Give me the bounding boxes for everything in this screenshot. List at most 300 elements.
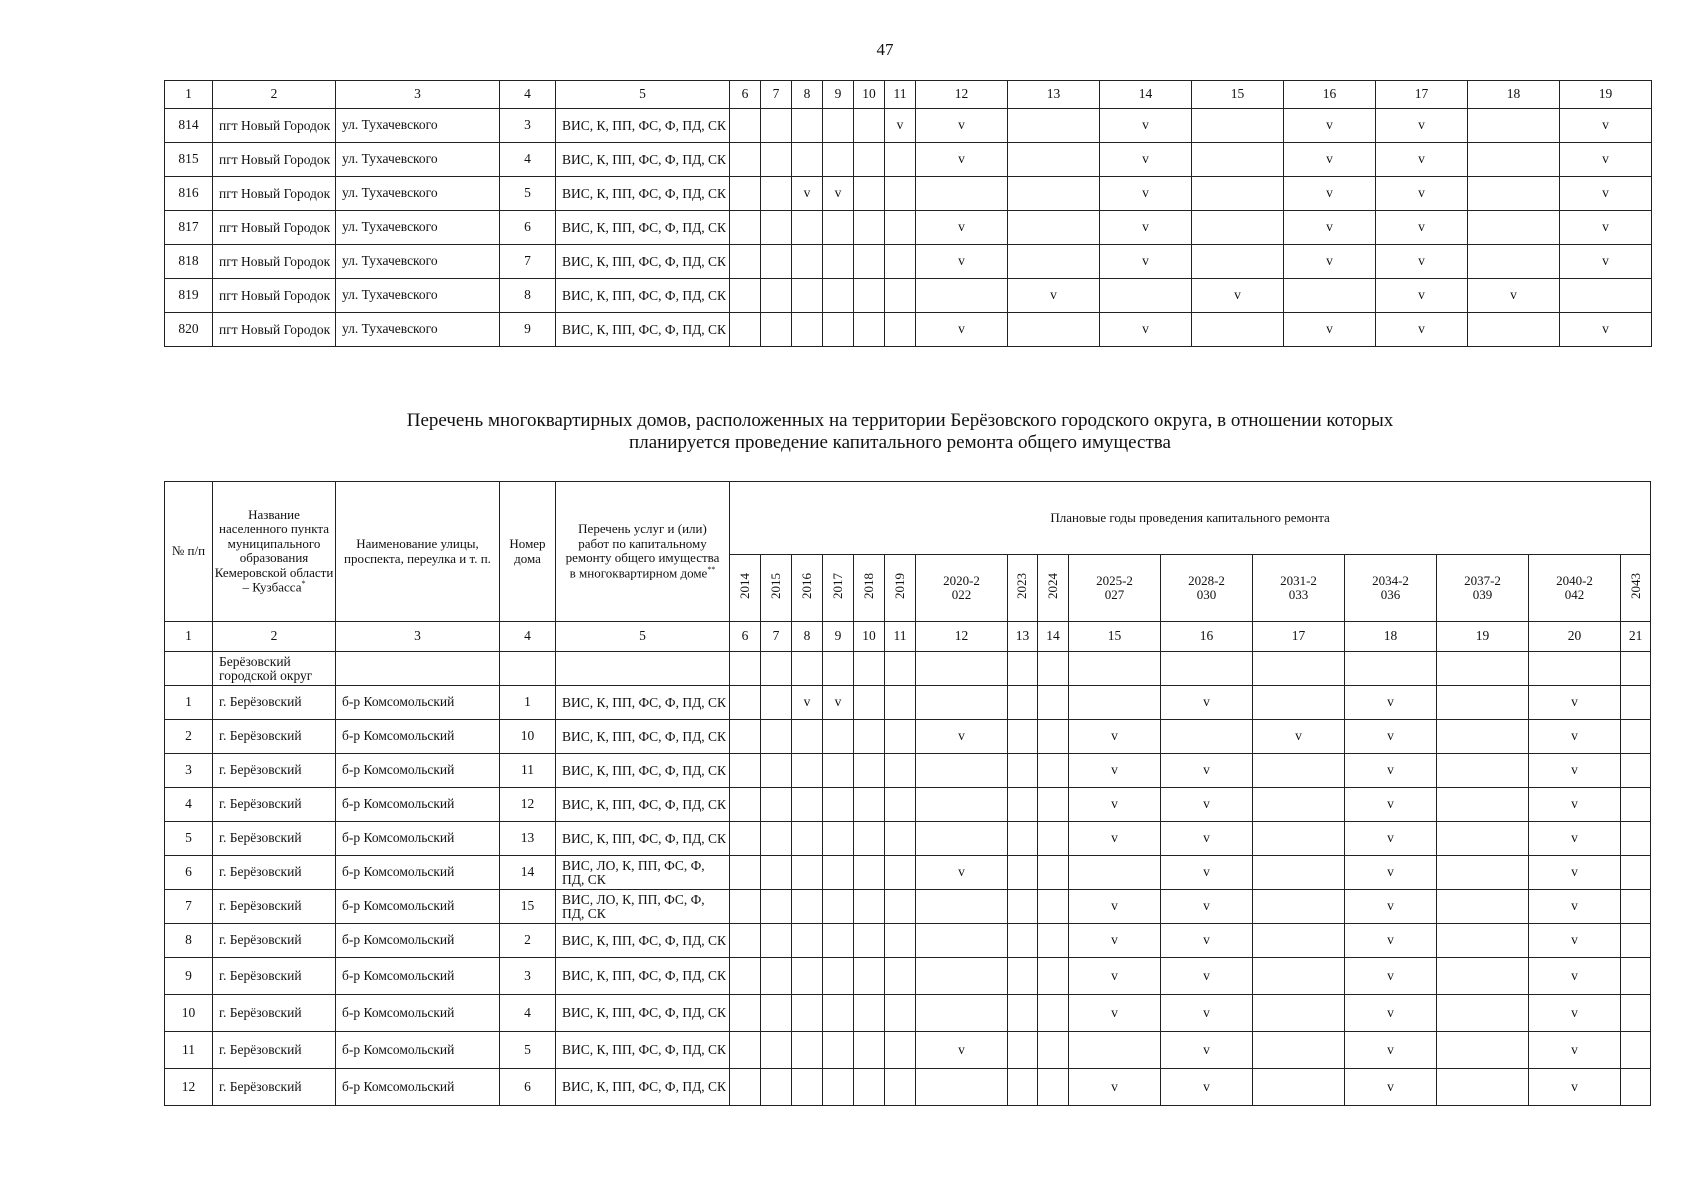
mark-cell xyxy=(761,995,792,1032)
mark-cell: v xyxy=(1192,279,1284,313)
column-number: 15 xyxy=(1192,81,1284,109)
row-number: 3 xyxy=(165,754,213,788)
mark-cell xyxy=(1621,890,1651,924)
mark-cell xyxy=(1621,686,1651,720)
table-row xyxy=(165,686,1651,720)
mark-cell xyxy=(823,995,854,1032)
mark-cell: v xyxy=(1376,245,1468,279)
mark-cell xyxy=(1253,995,1345,1032)
mark-cell: v xyxy=(792,177,823,211)
mark-cell xyxy=(761,245,792,279)
column-number: 21 xyxy=(1621,622,1651,652)
mark-cell xyxy=(885,720,916,754)
mark-cell: v xyxy=(1529,754,1621,788)
mark-cell xyxy=(885,313,916,347)
mark-cell: v xyxy=(1345,1069,1437,1106)
empty-cell xyxy=(1437,652,1529,686)
mark-cell: v xyxy=(1468,279,1560,313)
mark-cell: v xyxy=(1161,924,1253,958)
mark-cell: v xyxy=(916,245,1008,279)
mark-cell xyxy=(761,313,792,347)
mark-cell xyxy=(1008,788,1038,822)
mark-cell: v xyxy=(1284,143,1376,177)
mark-cell xyxy=(1008,177,1100,211)
mark-cell xyxy=(1008,890,1038,924)
mark-cell xyxy=(1437,686,1529,720)
empty-cell xyxy=(854,652,885,686)
mark-cell xyxy=(1468,313,1560,347)
mark-cell: v xyxy=(1529,788,1621,822)
mark-cell: v xyxy=(1376,177,1468,211)
empty-cell xyxy=(730,652,761,686)
mark-cell xyxy=(1437,822,1529,856)
house-cell: 12 xyxy=(500,788,556,822)
mark-cell xyxy=(792,754,823,788)
column-number: 7 xyxy=(761,622,792,652)
street-cell: ул. Тухачевского xyxy=(336,211,500,245)
mark-cell xyxy=(916,177,1008,211)
mark-cell: v xyxy=(916,211,1008,245)
mark-cell xyxy=(1468,211,1560,245)
year-label: 2043 xyxy=(1627,573,1643,600)
street-cell: б-р Комсомольский xyxy=(336,958,500,995)
street-cell: б-р Комсомольский xyxy=(336,890,500,924)
mark-cell xyxy=(885,995,916,1032)
mark-cell xyxy=(792,211,823,245)
mark-cell: v xyxy=(1345,788,1437,822)
header-settlement: Название населенного пункта муниципального образования Кемеровской области – Кузбасса* xyxy=(213,482,336,622)
year-label: 2023 xyxy=(1014,573,1030,600)
empty-cell xyxy=(1069,652,1161,686)
mark-cell xyxy=(1621,1069,1651,1106)
mark-cell xyxy=(823,924,854,958)
mark-cell xyxy=(916,279,1008,313)
street-cell: б-р Комсомольский xyxy=(336,720,500,754)
mark-cell xyxy=(885,958,916,995)
column-number: 11 xyxy=(885,81,916,109)
mark-cell: v xyxy=(916,720,1008,754)
mark-cell xyxy=(730,890,761,924)
mark-cell xyxy=(1008,720,1038,754)
settlement-cell: пгт Новый Городок xyxy=(213,109,336,143)
mark-cell xyxy=(761,177,792,211)
mark-cell xyxy=(761,720,792,754)
column-number-row xyxy=(165,622,1651,652)
mark-cell xyxy=(730,1069,761,1106)
mark-cell xyxy=(1253,788,1345,822)
settlement-cell: г. Берёзовский xyxy=(213,822,336,856)
mark-cell xyxy=(854,995,885,1032)
mark-cell xyxy=(854,109,885,143)
mark-cell: v xyxy=(916,109,1008,143)
mark-cell xyxy=(1008,1032,1038,1069)
column-number: 6 xyxy=(730,622,761,652)
mark-cell xyxy=(1468,109,1560,143)
mark-cell xyxy=(885,1032,916,1069)
settlement-cell: пгт Новый Городок xyxy=(213,177,336,211)
column-number: 3 xyxy=(336,622,500,652)
house-cell: 11 xyxy=(500,754,556,788)
house-cell: 6 xyxy=(500,211,556,245)
row-number: 7 xyxy=(165,890,213,924)
mark-cell: v xyxy=(1100,211,1192,245)
mark-cell xyxy=(761,143,792,177)
mark-cell xyxy=(823,890,854,924)
mark-cell: v xyxy=(1345,686,1437,720)
mark-cell xyxy=(916,924,1008,958)
mark-cell xyxy=(1008,143,1100,177)
mark-cell: v xyxy=(823,686,854,720)
mark-cell: v xyxy=(1376,313,1468,347)
mark-cell xyxy=(730,856,761,890)
street-cell: б-р Комсомольский xyxy=(336,1069,500,1106)
mark-cell xyxy=(792,856,823,890)
column-number: 18 xyxy=(1468,81,1560,109)
mark-cell xyxy=(761,754,792,788)
mark-cell: v xyxy=(1284,245,1376,279)
mark-cell xyxy=(1437,754,1529,788)
column-number: 6 xyxy=(730,81,761,109)
mark-cell xyxy=(916,788,1008,822)
mark-cell: v xyxy=(1161,958,1253,995)
services-cell: ВИС, К, ПП, ФС, Ф, ПД, СК xyxy=(556,109,730,143)
house-cell: 6 xyxy=(500,1069,556,1106)
house-cell: 4 xyxy=(500,995,556,1032)
mark-cell xyxy=(916,822,1008,856)
mark-cell xyxy=(1038,890,1069,924)
services-cell: ВИС, К, ПП, ФС, Ф, ПД, СК xyxy=(556,686,730,720)
mark-cell: v xyxy=(1560,313,1652,347)
street-cell: ул. Тухачевского xyxy=(336,313,500,347)
mark-cell xyxy=(854,245,885,279)
year-header xyxy=(730,555,761,622)
year-label: 2037-​2039 xyxy=(1464,572,1501,602)
settlement-cell: пгт Новый Городок xyxy=(213,211,336,245)
mark-cell: v xyxy=(1529,1069,1621,1106)
table-row xyxy=(165,245,1652,279)
mark-cell xyxy=(1038,754,1069,788)
house-cell: 14 xyxy=(500,856,556,890)
mark-cell xyxy=(730,1032,761,1069)
mark-cell: v xyxy=(1376,279,1468,313)
mark-cell xyxy=(1192,313,1284,347)
year-header xyxy=(1437,555,1529,622)
empty-cell xyxy=(1161,652,1253,686)
services-cell: ВИС, К, ПП, ФС, Ф, ПД, СК xyxy=(556,754,730,788)
mark-cell: v xyxy=(1008,279,1100,313)
mark-cell xyxy=(730,143,761,177)
house-cell: 5 xyxy=(500,177,556,211)
mark-cell xyxy=(1437,1032,1529,1069)
mark-cell xyxy=(730,279,761,313)
column-number: 12 xyxy=(916,622,1008,652)
mark-cell xyxy=(1253,1032,1345,1069)
mark-cell xyxy=(761,856,792,890)
empty-cell xyxy=(1529,652,1621,686)
mark-cell: v xyxy=(1069,958,1161,995)
mark-cell: v xyxy=(1100,177,1192,211)
year-label: 2017 xyxy=(829,573,845,600)
mark-cell xyxy=(761,211,792,245)
year-label: 2015 xyxy=(767,573,783,600)
mark-cell xyxy=(885,856,916,890)
mark-cell: v xyxy=(1069,822,1161,856)
house-cell: 4 xyxy=(500,143,556,177)
mark-cell xyxy=(1621,958,1651,995)
empty-cell xyxy=(556,652,730,686)
mark-cell xyxy=(1468,143,1560,177)
services-cell: ВИС, К, ПП, ФС, Ф, ПД, СК xyxy=(556,995,730,1032)
empty-cell xyxy=(823,652,854,686)
mark-cell xyxy=(1437,720,1529,754)
mark-cell xyxy=(885,890,916,924)
list-title xyxy=(190,410,1610,455)
year-label: 2028-​2030 xyxy=(1188,572,1225,602)
services-cell: ВИС, ЛО, К, ПП, ФС, Ф, ПД, СК xyxy=(556,856,730,890)
mark-cell xyxy=(1437,924,1529,958)
services-cell: ВИС, К, ПП, ФС, Ф, ПД, СК xyxy=(556,720,730,754)
mark-cell xyxy=(823,109,854,143)
empty-cell xyxy=(792,652,823,686)
mark-cell: v xyxy=(916,1032,1008,1069)
mark-cell xyxy=(1253,754,1345,788)
district-row xyxy=(165,652,1651,686)
empty-cell xyxy=(885,652,916,686)
column-number: 8 xyxy=(792,81,823,109)
mark-cell xyxy=(1008,109,1100,143)
column-number: 14 xyxy=(1100,81,1192,109)
mark-cell: v xyxy=(1376,109,1468,143)
column-number: 10 xyxy=(854,622,885,652)
mark-cell: v xyxy=(1529,720,1621,754)
mark-cell xyxy=(854,143,885,177)
mark-cell xyxy=(1437,995,1529,1032)
mark-cell xyxy=(730,924,761,958)
page-number: 47 xyxy=(876,40,894,59)
empty-cell xyxy=(1621,652,1651,686)
mark-cell xyxy=(1008,211,1100,245)
mark-cell xyxy=(1038,720,1069,754)
year-header xyxy=(1069,555,1161,622)
row-number: 815 xyxy=(165,143,213,177)
row-number: 6 xyxy=(165,856,213,890)
column-number: 5 xyxy=(556,81,730,109)
table-row xyxy=(165,924,1651,958)
settlement-cell: пгт Новый Городок xyxy=(213,279,336,313)
mark-cell xyxy=(854,788,885,822)
column-number: 5 xyxy=(556,622,730,652)
main-table xyxy=(164,481,1651,1106)
street-cell: б-р Комсомольский xyxy=(336,1032,500,1069)
mark-cell xyxy=(1192,177,1284,211)
year-label: 2018 xyxy=(860,573,876,600)
services-cell: ВИС, К, ПП, ФС, Ф, ПД, СК xyxy=(556,958,730,995)
mark-cell: v xyxy=(1529,890,1621,924)
mark-cell xyxy=(1038,686,1069,720)
mark-cell: v xyxy=(1161,995,1253,1032)
mark-cell xyxy=(730,995,761,1032)
mark-cell xyxy=(1008,958,1038,995)
street-cell: ул. Тухачевского xyxy=(336,143,500,177)
list-title-line-1: Перечень многоквартирных домов, расположенных на территории Берёзовского городского округа, в отношении которых xyxy=(406,410,1394,431)
mark-cell: v xyxy=(1345,720,1437,754)
column-number: 14 xyxy=(1038,622,1069,652)
mark-cell xyxy=(823,245,854,279)
table-row xyxy=(165,279,1652,313)
mark-cell xyxy=(730,720,761,754)
column-number: 18 xyxy=(1345,622,1437,652)
mark-cell: v xyxy=(1161,1032,1253,1069)
header-services: Перечень услуг и (или) работ по капитальному ремонту общего имущества в многоквартирном доме** xyxy=(556,482,730,622)
column-number: 4 xyxy=(500,81,556,109)
column-number: 3 xyxy=(336,81,500,109)
mark-cell xyxy=(1008,245,1100,279)
year-header xyxy=(885,555,916,622)
mark-cell xyxy=(823,313,854,347)
mark-cell xyxy=(730,313,761,347)
mark-cell xyxy=(761,109,792,143)
list-title-line-2: планируется проведение капитального ремонта общего имущества xyxy=(629,432,1171,454)
mark-cell xyxy=(823,788,854,822)
mark-cell: v xyxy=(1529,958,1621,995)
mark-cell: v xyxy=(1560,177,1652,211)
mark-cell xyxy=(1038,958,1069,995)
mark-cell xyxy=(854,924,885,958)
table-row xyxy=(165,1069,1651,1106)
settlement-cell: г. Берёзовский xyxy=(213,686,336,720)
year-header xyxy=(854,555,885,622)
mark-cell xyxy=(916,686,1008,720)
mark-cell xyxy=(1437,890,1529,924)
mark-cell xyxy=(1192,245,1284,279)
house-cell: 9 xyxy=(500,313,556,347)
mark-cell xyxy=(854,958,885,995)
mark-cell xyxy=(1437,856,1529,890)
column-number: 8 xyxy=(792,622,823,652)
mark-cell: v xyxy=(1069,1069,1161,1106)
column-number: 19 xyxy=(1437,622,1529,652)
mark-cell: v xyxy=(1069,890,1161,924)
mark-cell xyxy=(1284,279,1376,313)
house-cell: 1 xyxy=(500,686,556,720)
mark-cell xyxy=(1008,313,1100,347)
empty-cell xyxy=(1345,652,1437,686)
header-num: № п/п xyxy=(165,482,213,622)
mark-cell xyxy=(1008,995,1038,1032)
column-number: 12 xyxy=(916,81,1008,109)
settlement-cell: г. Берёзовский xyxy=(213,958,336,995)
settlement-cell: пгт Новый Городок xyxy=(213,143,336,177)
empty-cell xyxy=(1008,652,1038,686)
mark-cell xyxy=(1069,686,1161,720)
street-cell: ул. Тухачевского xyxy=(336,177,500,211)
mark-cell xyxy=(916,754,1008,788)
column-number: 16 xyxy=(1284,81,1376,109)
mark-cell: v xyxy=(885,109,916,143)
mark-cell: v xyxy=(1560,143,1652,177)
empty-cell xyxy=(761,652,792,686)
street-cell: б-р Комсомольский xyxy=(336,822,500,856)
mark-cell: v xyxy=(1345,995,1437,1032)
mark-cell xyxy=(792,995,823,1032)
street-cell: б-р Комсомольский xyxy=(336,856,500,890)
district-name: Берёзовский городской округ xyxy=(213,652,336,686)
column-number: 2 xyxy=(213,81,336,109)
mark-cell xyxy=(885,1069,916,1106)
settlement-cell: г. Берёзовский xyxy=(213,890,336,924)
column-number: 17 xyxy=(1376,81,1468,109)
mark-cell: v xyxy=(1161,822,1253,856)
mark-cell: v xyxy=(1345,924,1437,958)
year-header xyxy=(1008,555,1038,622)
mark-cell xyxy=(885,245,916,279)
mark-cell: v xyxy=(1069,720,1161,754)
mark-cell xyxy=(1008,924,1038,958)
mark-cell xyxy=(1038,1032,1069,1069)
mark-cell xyxy=(761,1069,792,1106)
row-number: 9 xyxy=(165,958,213,995)
row-number: 4 xyxy=(165,788,213,822)
mark-cell xyxy=(761,1032,792,1069)
table-row xyxy=(165,958,1651,995)
mark-cell xyxy=(1621,995,1651,1032)
settlement-cell: г. Берёзовский xyxy=(213,788,336,822)
mark-cell xyxy=(1161,720,1253,754)
mark-cell: v xyxy=(1345,890,1437,924)
settlement-cell: г. Берёзовский xyxy=(213,924,336,958)
mark-cell xyxy=(1253,890,1345,924)
mark-cell xyxy=(1253,924,1345,958)
street-cell: б-р Комсомольский xyxy=(336,686,500,720)
services-cell: ВИС, К, ПП, ФС, Ф, ПД, СК xyxy=(556,788,730,822)
settlement-cell: г. Берёзовский xyxy=(213,995,336,1032)
services-cell: ВИС, К, ПП, ФС, Ф, ПД, СК xyxy=(556,924,730,958)
services-cell: ВИС, К, ПП, ФС, Ф, ПД, СК xyxy=(556,245,730,279)
mark-cell xyxy=(1621,754,1651,788)
house-cell: 3 xyxy=(500,109,556,143)
mark-cell xyxy=(854,1032,885,1069)
services-cell: ВИС, К, ПП, ФС, Ф, ПД, СК xyxy=(556,822,730,856)
year-label: 2034-​2036 xyxy=(1372,572,1409,602)
mark-cell: v xyxy=(916,143,1008,177)
street-cell: ул. Тухачевского xyxy=(336,279,500,313)
street-cell: б-р Комсомольский xyxy=(336,995,500,1032)
mark-cell xyxy=(1008,1069,1038,1106)
mark-cell xyxy=(730,109,761,143)
column-number: 15 xyxy=(1069,622,1161,652)
mark-cell xyxy=(854,313,885,347)
mark-cell xyxy=(885,211,916,245)
mark-cell xyxy=(1069,856,1161,890)
services-cell: ВИС, К, ПП, ФС, Ф, ПД, СК xyxy=(556,1032,730,1069)
mark-cell: v xyxy=(1529,822,1621,856)
mark-cell xyxy=(1468,245,1560,279)
table-row xyxy=(165,856,1651,890)
mark-cell xyxy=(761,958,792,995)
mark-cell: v xyxy=(1284,109,1376,143)
mark-cell xyxy=(1008,822,1038,856)
settlement-cell: г. Берёзовский xyxy=(213,1069,336,1106)
mark-cell xyxy=(885,754,916,788)
mark-cell xyxy=(916,958,1008,995)
mark-cell xyxy=(854,720,885,754)
mark-cell: v xyxy=(1069,995,1161,1032)
mark-cell xyxy=(730,211,761,245)
mark-cell xyxy=(1038,995,1069,1032)
mark-cell: v xyxy=(1161,788,1253,822)
mark-cell xyxy=(854,177,885,211)
empty-cell xyxy=(1253,652,1345,686)
